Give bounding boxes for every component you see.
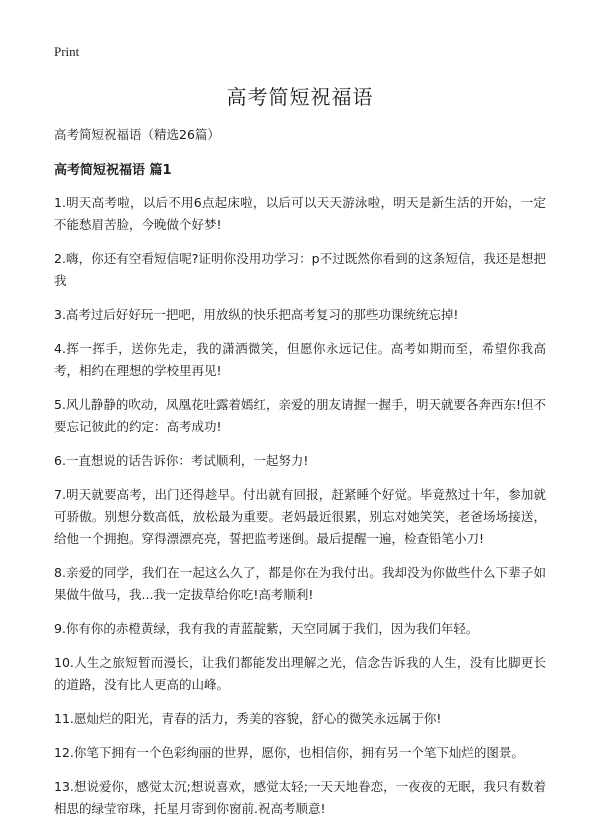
list-item: 8.亲爱的同学，我们在一起这么久了，都是你在为我付出。我却没为你做些什么下辈子如果做牛做马，我...我一定拔草给你吃!高考顺利! (54, 565, 546, 602)
print-label[interactable]: Print (54, 44, 80, 59)
list-item: 1.明天高考啦，以后不用6点起床啦，以后可以天天游泳啦，明天是新生活的开始，一定不能愁眉苦脸，今晚做个好梦! (54, 195, 546, 232)
list-item: 11.愿灿烂的阳光，青春的活力，秀美的容貌，舒心的微笑永远属于你! (54, 711, 442, 726)
list-item: 4.挥一挥手，送你先走，我的潇洒微笑，但愿你永远记住。高考如期而至，希望你我高考，相约在理想的学校里再见! (54, 341, 546, 378)
list-item: 3.高考过后好好玩一把吧，用放纵的快乐把高考复习的那些功课统统忘掉! (54, 307, 459, 322)
list-item: 10.人生之旅短暂而漫长，让我们都能发出理解之光，信念告诉我的人生，没有比脚更长的道路，没有比人更高的山峰。 (54, 655, 546, 692)
page-title: 高考简短祝福语 (226, 85, 374, 109)
list-item: 6.一直想说的话告诉你：考试顺利，一起努力! (54, 453, 309, 468)
list-item: 13.想说爱你，感觉太沉;想说喜欢，感觉太轻;一天天地眷恋，一夜夜的无眠，我只有数着相思的绿莹帘珠，托星月寄到你窗前.祝高考顺意! (54, 779, 546, 816)
section-heading: 高考简短祝福语 篇1 (54, 163, 172, 178)
list-item: 5.风儿静静的吹动，凤凰花吐露着嫣红，亲爱的朋友请握一握手，明天就要各奔西东!但不要忘记彼此的约定：高考成功! (54, 397, 546, 434)
document-subtitle: 高考简短祝福语（精选26篇） (54, 127, 220, 142)
list-item: 2.嗨，你还有空看短信呢?证明你没用功学习：p不过既然你看到的这条短信，我还是想把我 (54, 251, 546, 288)
list-item: 12.你笔下拥有一个色彩绚丽的世界，愿你，也相信你，拥有另一个笔下灿烂的图景。 (54, 745, 524, 760)
list-item: 7.明天就要高考，出门还得趁早。付出就有回报，赶紧睡个好觉。毕竟熬过十年，参加就可骄傲。别想分数高低，放松最为重要。老妈最近很累，别忘对她笑笑，老爸场场接送，给他一个拥抱。穿得漂漂亮亮，誓把监考迷倒。最后提醒一遍，检查铅笔小刀! (54, 487, 546, 546)
wish-list (54, 192, 546, 820)
list-item: 9.你有你的赤橙黄绿，我有我的青蓝靛紫，天空同属于我们，因为我们年轻。 (54, 621, 479, 636)
